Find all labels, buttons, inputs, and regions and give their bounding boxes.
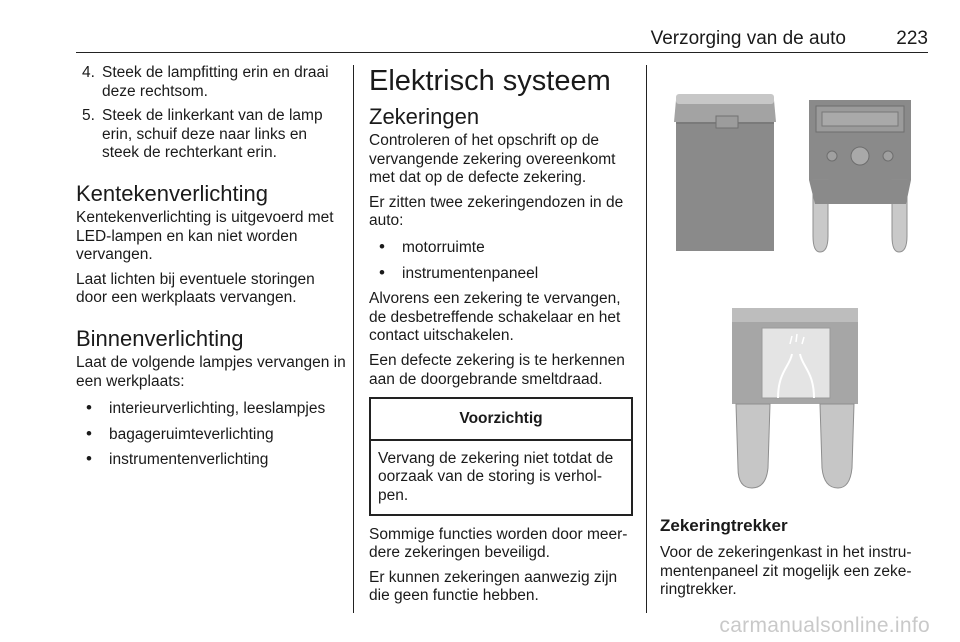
- heading-kentekenverlichting: Kentekenverlichting: [76, 180, 269, 206]
- section-title: Elektrisch systeem: [369, 65, 611, 97]
- paragraph: Kentekenverlichting is uitgevoerd met LED-lampen en kan niet worden vervangen.: [76, 208, 334, 264]
- subsection-title: Zekeringen: [369, 104, 480, 129]
- caution-box: [369, 397, 633, 515]
- paragraph: Alvorens een zekering te vervangen, de desbetreffende schakelaar en het contact uitschakelen.: [369, 290, 621, 345]
- fuse-types-illustration: [660, 66, 926, 280]
- paragraph: Sommige functies worden door meer-dere zekeringen beveiligd.: [369, 525, 628, 562]
- left-column: [76, 64, 346, 477]
- step-item: [76, 107, 346, 163]
- blown-fuse-figure: [660, 292, 926, 510]
- paragraph: Controleren of het opschrift op de vervangende zekering overeenkomt met dat op de defecte zekering.: [369, 132, 616, 187]
- paragraph: Voor de zekeringenkast in het instru-mentenpaneel zit mogelijk een zeke-ringtrekker.: [660, 544, 912, 599]
- heading-zekeringtrekker: Zekeringtrekker: [660, 516, 788, 535]
- caution-title: Voorzichtig: [371, 399, 631, 441]
- header-rule: [76, 52, 928, 53]
- paragraph: Er zitten twee zekeringendozen in de auto:: [369, 193, 624, 230]
- paragraph: Laat lichten bij eventuele storingen door een werkplaats vervangen.: [76, 270, 315, 307]
- step-text: Steek de linkerkant van de lamp erin, schuif deze naar links en steek de rechterkant erin.: [102, 107, 323, 162]
- blown-fuse-illustration: [660, 292, 926, 510]
- list-item: • bagageruimteverlichting: [76, 426, 346, 445]
- step-number: 4.: [82, 64, 95, 81]
- list-item: • motorruimte: [369, 239, 633, 258]
- mini-fuse-icon: [809, 100, 911, 252]
- list-item: • instrumentenverlichting: [76, 451, 346, 470]
- list-item: • instrumentenpaneel: [369, 265, 633, 284]
- step-text: Steek de lampfitting erin en draai deze rechtsom.: [102, 64, 329, 100]
- paragraph: Een defecte zekering is te herkennen aan de doorgebrande smeltdraad.: [369, 351, 625, 388]
- right-column: [660, 516, 928, 606]
- paragraph: Laat de volgende lampjes vervangen in een werkplaats:: [76, 353, 346, 390]
- step-number: 5.: [82, 107, 95, 125]
- heading-binnenverlichting: Binnenverlichting: [76, 325, 244, 351]
- running-header-title: Verzorging van de auto: [650, 28, 846, 49]
- list-item: • interieurverlichting, leeslampjes: [76, 400, 346, 419]
- blown-fuse-icon: [732, 308, 858, 488]
- page-number: 223: [896, 28, 928, 49]
- watermark: carmanualsonline.info: [719, 614, 930, 637]
- column-divider-right: [646, 65, 647, 613]
- paragraph: Er kunnen zekeringen aanwezig zijn die geen functie hebben.: [369, 568, 618, 605]
- caution-text: Vervang de zekering niet totdat de oorzaak van de storing is verhol-pen.: [378, 449, 614, 504]
- maxi-fuse-icon: [674, 94, 776, 251]
- column-divider-left: [353, 65, 354, 613]
- middle-column: [369, 64, 633, 612]
- step-item: [76, 64, 346, 101]
- fuse-types-figure: [660, 66, 926, 280]
